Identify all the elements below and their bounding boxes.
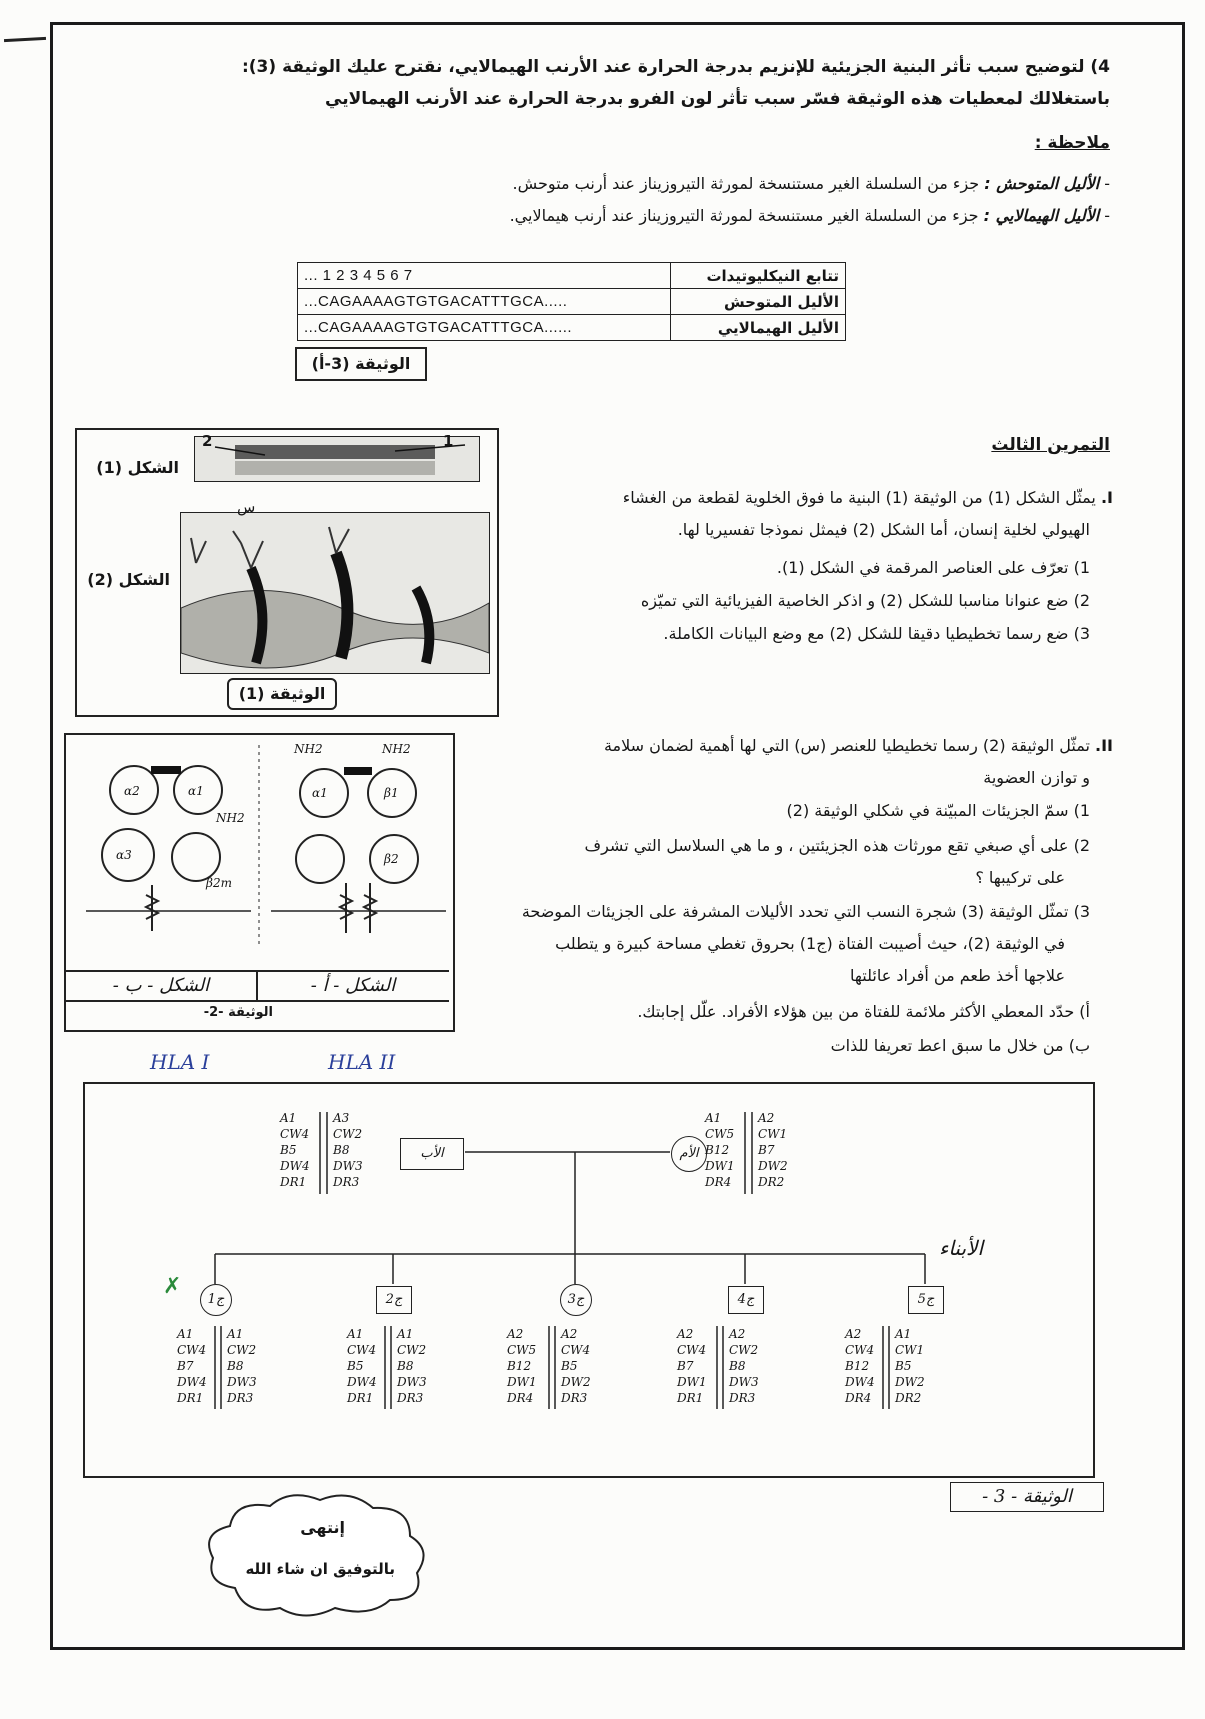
- child-1-symbol: ج1: [200, 1284, 232, 1316]
- part-II-q3b: في الوثيقة (2)، حيث أصيبت الفتاة (ج1) بحروق تغطي مساحة كبيرة و يتطلب: [555, 934, 1065, 953]
- cloud-line1: إنتهى: [300, 1518, 345, 1537]
- label-nh2-right-a: NH2: [294, 742, 323, 756]
- label-alpha1-left: α1: [188, 784, 204, 798]
- part-I-q2: 2) ضع عنوانا مناسبا للشكل (2) و اذكر الخاصية الفيزيائية التي تميّزه: [640, 591, 1090, 610]
- corner-mark: [4, 37, 46, 42]
- note-title: ملاحظة :: [1034, 133, 1110, 153]
- part-II-q2a: 2) على أي صبغي تقع مورثات هذه الجزيئتين ، و ما هي السلاسل التي تشرف: [584, 836, 1090, 855]
- fluid-mosaic-model: [180, 512, 490, 674]
- doc3-label: الوثيقة - 3 -: [950, 1482, 1104, 1512]
- label-nh2-right-b: NH2: [382, 742, 411, 756]
- header-positions: ... 1 2 3 4 5 6 7: [298, 263, 671, 289]
- part-I-line2: الهيولي لخلية إنسان، أما الشكل (2) فيمثل نموذجا تفسيريا لها.: [677, 520, 1090, 539]
- child-4-haplotype-1: A2 CW4 B7 DW1 DR1: [677, 1327, 707, 1405]
- part-II-q1: 1) سمّ الجزيئات المبيّنة في شكلي الوثيقة (2): [786, 801, 1090, 820]
- part-II-qb: ب) من خلال ما سبق اعط تعريفا للذات: [830, 1036, 1090, 1055]
- himalayan-sequence: ...CAGAAAAGTGTGACATTTGCA......: [298, 315, 671, 341]
- child-2-haplotype-2: A1 CW2 B8 DW3 DR3: [397, 1327, 427, 1405]
- document2-figure: [64, 733, 455, 1032]
- label-alpha2: α2: [124, 784, 140, 798]
- shape2-label: الشكل (2): [87, 570, 170, 589]
- part-II-q2b: على تركيبها ؟: [975, 868, 1065, 887]
- part-I-line1: I. يمثّل الشكل (1) من الوثيقة (1) البنية ما فوق الخلوية لقطعة من الغشاء: [622, 488, 1113, 507]
- shape1-label: الشكل (1): [96, 458, 179, 477]
- doc3a-label: الوثيقة (3-أ): [295, 347, 427, 381]
- father-haplotype-2: A3 CW2 B8 DW3 DR3: [333, 1111, 363, 1189]
- doc2-label: الوثيقة -2-: [203, 1005, 273, 1020]
- part-II-q3a: 3) تمثّل الوثيقة (3) شجرة النسب التي تحدد الأليلات المشرفة على الجزيئات الموضحة: [521, 902, 1090, 921]
- label-beta2: β2: [384, 852, 399, 866]
- shape-labels-row: [66, 970, 449, 1002]
- label-alpha3: α3: [116, 848, 132, 862]
- himalayan-label: الأليل الهيمالايي: [671, 315, 846, 341]
- table-row: [298, 263, 846, 289]
- wild-label: الأليل المتوحش: [671, 289, 846, 315]
- mother-symbol: الأم: [671, 1136, 707, 1172]
- pedigree-document3: [83, 1082, 1095, 1478]
- header-label: تتابع النيكليوتيدات: [671, 263, 846, 289]
- child-4-symbol: ج4: [728, 1286, 764, 1314]
- part4-line2: باستغلالك لمعطيات هذه الوثيقة فسّر سبب تأثر لون الفرو بدرجة الحرارة عند الأرنب الهيمالايي: [325, 89, 1110, 109]
- hla-II-label: HLA II: [328, 1050, 396, 1074]
- part-II-line2: و توازن العضوية: [983, 768, 1090, 787]
- sequence-table: [297, 262, 846, 341]
- element-sin-label: س: [237, 498, 256, 516]
- label-nh2-left: NH2: [216, 811, 245, 825]
- child-3-haplotype-2: A2 CW4 B5 DW2 DR3: [561, 1327, 591, 1405]
- shape-a-label: الشكل - أ -: [310, 975, 396, 996]
- end-cloud: [195, 1488, 435, 1623]
- membrane-model-drawing: [181, 513, 489, 673]
- child-3-haplotype-1: A2 CW5 B12 DW1 DR4: [507, 1327, 537, 1405]
- part-II-qa: أ) حدّد المعطي الأكثر ملائمة للفتاة من بين هؤلاء الأفراد. علّل إجابتك.: [637, 1002, 1090, 1021]
- child-3-symbol: ج3: [560, 1284, 592, 1316]
- child-2-symbol: ج2: [376, 1286, 412, 1314]
- label-num2: 2: [202, 432, 213, 450]
- check-mark-icon: ✗: [163, 1274, 182, 1299]
- document1-figure: [75, 428, 499, 717]
- father-haplotype-1: A1 CW4 B5 DW4 DR1: [280, 1111, 310, 1189]
- note-item-wild: - الأليل المتوحش : جزء من السلسلة الغير مستنسخة لمورثة التيروزيناز عند أرنب متوحش.: [512, 174, 1110, 193]
- wild-sequence: ...CAGAAAAGTGTGACATTTGCA.....: [298, 289, 671, 315]
- part-II-q3c: علاجها أخذ طعم من أفراد عائلتها: [850, 966, 1065, 985]
- child-2-haplotype-1: A1 CW4 B5 DW4 DR1: [347, 1327, 377, 1405]
- part-I-q1: 1) تعرّف على العناصر المرقمة في الشكل (1).: [776, 558, 1090, 577]
- hla-I-label: HLA I: [150, 1050, 210, 1074]
- child-5-symbol: ج5: [908, 1286, 944, 1314]
- part4-number: 4): [1090, 57, 1110, 77]
- child-1-haplotype-1: A1 CW4 B7 DW4 DR1: [177, 1327, 207, 1405]
- note-item-himalayan: - الأليل الهيمالايي : جزء من السلسلة الغير مستنسخة لمورثة التيروزيناز عند أرنب هيمالايي.: [509, 206, 1110, 225]
- child-4-haplotype-2: A2 CW2 B8 DW3 DR3: [729, 1327, 759, 1405]
- child-5-haplotype-2: A1 CW1 B5 DW2 DR2: [895, 1327, 925, 1405]
- membrane-micrograph: [194, 436, 480, 482]
- label-beta2m: β2m: [206, 876, 232, 890]
- doc1-label: الوثيقة (1): [227, 678, 337, 710]
- cloud-shape: [195, 1488, 435, 1623]
- part4-line1: 4) لتوضيح سبب تأثر البنية الجزيئية للإنزيم بدرجة الحرارة عند الأرنب الهيمالايي، نقترح عليك الوثيقة (3):: [241, 57, 1110, 77]
- part-I-q3: 3) ضع رسما تخطيطيا دقيقا للشكل (2) مع وضع البيانات الكاملة.: [663, 624, 1090, 643]
- child-5-haplotype-1: A2 CW4 B12 DW4 DR4: [845, 1327, 875, 1405]
- father-symbol: الأب: [400, 1138, 464, 1170]
- membrane-micrograph-image: [195, 437, 479, 481]
- shape-b-label: الشكل - ب -: [66, 972, 258, 1000]
- label-num1: 1: [443, 432, 454, 450]
- table-row: [298, 315, 846, 341]
- pedigree-lines: [85, 1084, 1093, 1476]
- mother-haplotype-1: A1 CW5 B12 DW1 DR4: [705, 1111, 735, 1189]
- children-label: الأبناء: [938, 1236, 983, 1260]
- label-beta1: β1: [384, 786, 399, 800]
- child-1-haplotype-2: A1 CW2 B8 DW3 DR3: [227, 1327, 257, 1405]
- part-II-line1: II. تمثّل الوثيقة (2) رسما تخطيطيا للعنصر (س) التي لها أهمية لضمان سلامة: [603, 736, 1113, 755]
- exercise-title: التمرين الثالث: [991, 435, 1110, 455]
- table-row: [298, 289, 846, 315]
- cloud-line2: بالتوفيق ان شاء الله: [245, 1560, 395, 1578]
- label-alpha1-right: α1: [312, 786, 328, 800]
- mother-haplotype-2: A2 CW1 B7 DW2 DR2: [758, 1111, 788, 1189]
